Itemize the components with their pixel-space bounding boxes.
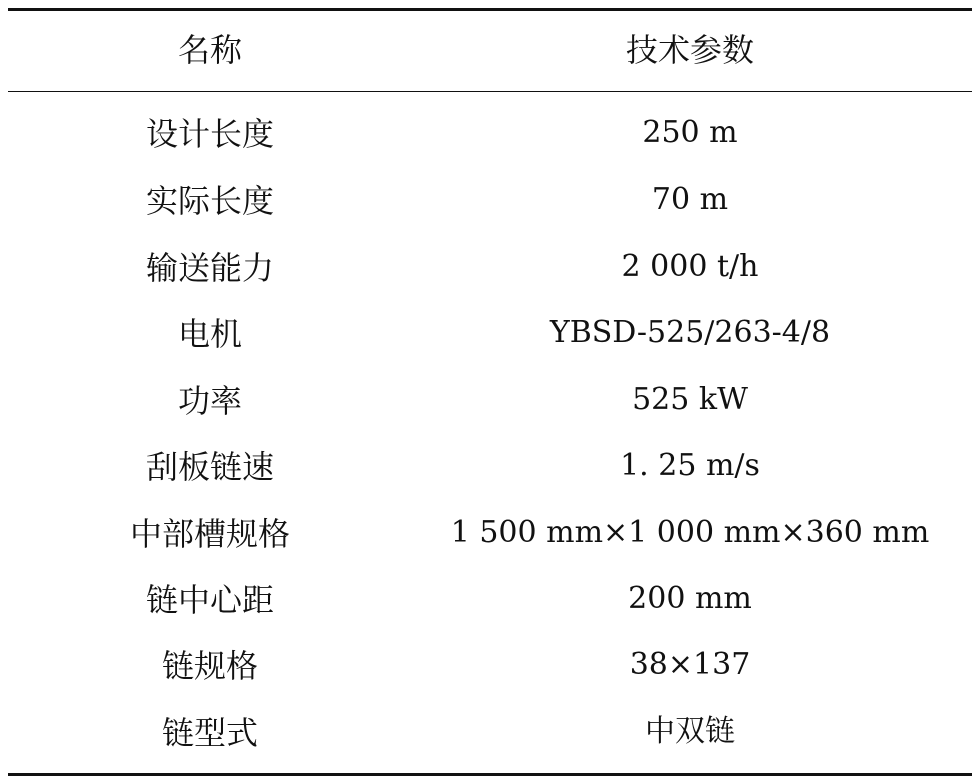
param-value: 200 mm <box>628 581 752 616</box>
param-value: 525 kW <box>632 382 748 417</box>
param-value: 1. 25 m/s <box>620 448 760 483</box>
table-row <box>0 249 976 308</box>
param-value: 1 500 mm×1 000 mm×360 mm <box>450 515 930 550</box>
table-header-row <box>0 30 976 86</box>
table-top-rule <box>8 8 972 11</box>
table-row <box>0 448 976 507</box>
param-value: 中双链 <box>645 714 735 749</box>
param-name: 功率 <box>177 382 242 420</box>
header-name: 名称 <box>177 31 242 69</box>
param-name: 设计长度 <box>145 115 274 153</box>
table-row <box>0 647 976 706</box>
param-value: YBSD-525/263-4/8 <box>549 315 831 350</box>
param-value: 38×137 <box>629 647 751 682</box>
param-name: 链规格 <box>161 647 258 685</box>
param-value: 2 000 t/h <box>621 249 759 284</box>
table-row <box>0 315 976 374</box>
param-value: 70 m <box>651 182 729 217</box>
table-row <box>0 581 976 640</box>
param-value: 250 m <box>642 115 738 150</box>
param-name: 中部槽规格 <box>129 515 290 553</box>
param-name: 链型式 <box>161 714 258 752</box>
param-name: 输送能力 <box>145 249 274 287</box>
param-name: 实际长度 <box>145 182 274 220</box>
table-header-rule <box>8 91 972 92</box>
param-name: 链中心距 <box>145 581 274 619</box>
table-row <box>0 115 976 174</box>
table-row <box>0 382 976 441</box>
table-bottom-rule <box>8 773 972 776</box>
param-name: 电机 <box>177 315 242 353</box>
param-name: 刮板链速 <box>145 448 274 486</box>
table-row <box>0 515 976 574</box>
table-row <box>0 714 976 773</box>
table-row <box>0 182 976 241</box>
header-technical-params: 技术参数 <box>625 31 754 69</box>
